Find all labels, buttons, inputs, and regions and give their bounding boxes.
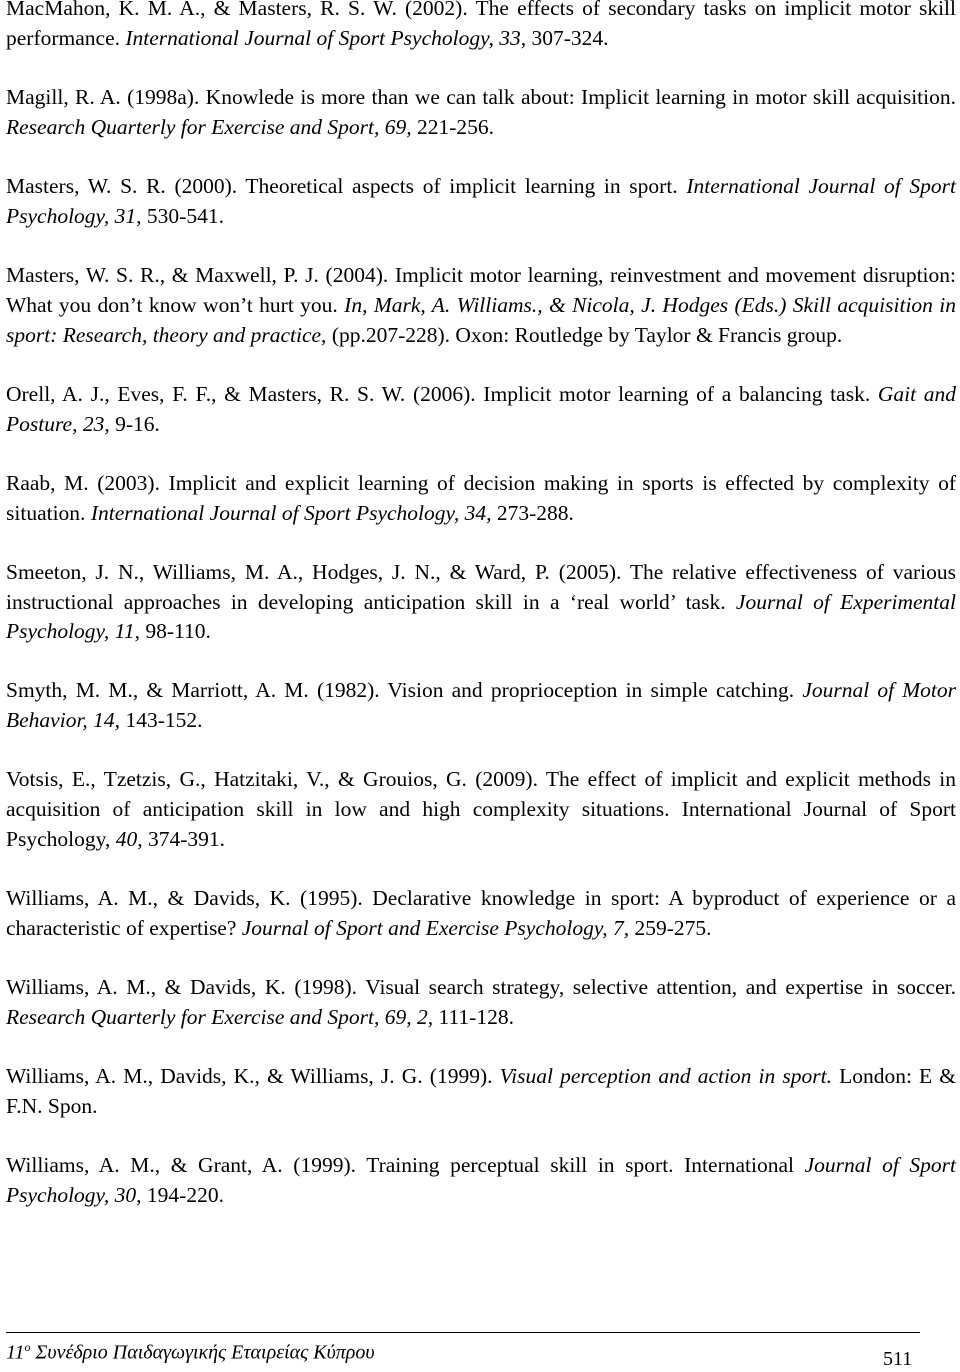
reference-entry — [6, 380, 956, 440]
reference-text: Smeeton, J. N., Williams, M. A., Hodges, J. N., & Ward, P. (2005). The relative effectiveness of various instructional approaches in developing anticipation skill in a ‘real world’ task. — [6, 559, 956, 614]
footer-divider — [6, 1332, 920, 1333]
reference-source: In, Mark, A. Williams., & Nicola, J. Hodges (Eds.) Skill acquisition in sport: Research, theory and practice, — [6, 292, 957, 347]
footer-conference-title — [6, 1340, 375, 1365]
reference-entry — [6, 558, 956, 647]
reference-source: International Journal of Sport Psychology, 34, — [90, 500, 492, 525]
reference-text: 221-256. — [411, 114, 495, 139]
reference-text: 194-220. — [141, 1183, 224, 1207]
reference-entry — [6, 83, 956, 143]
conference-superscript: ο — [24, 1340, 31, 1354]
reference-text: MacMahon, K. M. A., & Masters, R. S. W. (2002). The effects of secondary tasks on implicit motor skill performance. — [6, 0, 956, 50]
conference-name: Συνέδριο Παιδαγωγικής Εταιρείας Κύπρου — [35, 1341, 375, 1364]
reference-entry — [6, 765, 956, 854]
reference-text: Williams, A. M., & Grant, A. (1999). Training perceptual skill in sport. International — [6, 1153, 805, 1178]
reference-text: Williams, A. M., & Davids, K. (1995). Declarative knowledge in sport: A byproduct of experience or a characteristic of expertise? — [6, 886, 956, 941]
reference-text: London: E & F.N. Spon. — [6, 1064, 957, 1119]
reference-text: 307-324. — [526, 25, 609, 50]
reference-text: (pp.207-228). Oxon: Routledge by Taylor & Francis group. — [326, 322, 843, 347]
page-number: 511 — [883, 1348, 913, 1370]
reference-text: 143-152. — [120, 708, 203, 733]
reference-entry — [6, 676, 956, 736]
reference-source: Visual perception and action in sport. — [499, 1064, 832, 1089]
reference-text: Williams, A. M., & Davids, K. (1998). Visual search strategy, selective attention, and expertise in soccer. — [6, 975, 956, 1000]
reference-source: Gait and Posture, 23, — [6, 381, 956, 436]
reference-source: Journal of Sport and Exercise Psychology, 7, — [241, 916, 630, 941]
reference-entry — [6, 0, 956, 54]
conference-number: 11 — [6, 1341, 25, 1364]
reference-entry — [6, 884, 956, 944]
reference-text: 530-541. — [141, 203, 224, 228]
reference-text: Smyth, M. M., & Marriott, A. M. (1982). Vision and proprioception in simple catching. — [6, 678, 803, 703]
reference-source: Journal of Sport Psychology, 30, — [6, 1153, 956, 1207]
reference-text: 9-16. — [109, 411, 160, 436]
reference-source: Research Quarterly for Exercise and Sport, 69, — [6, 114, 412, 139]
reference-text: Magill, R. A. (1998a). Knowlede is more than we can talk about: Implicit learning in motor skill acquisition. — [6, 84, 956, 109]
reference-text: 259-275. — [629, 916, 712, 941]
reference-entry — [6, 973, 956, 1033]
reference-text: Williams, A. M., Davids, K., & Williams, J. G. (1999). — [6, 1064, 500, 1089]
reference-entry — [6, 1062, 956, 1122]
reference-source: International Journal of Sport Psychology, 33, — [125, 25, 527, 50]
reference-text: Orell, A. J., Eves, F. F., & Masters, R. S. W. (2006). Implicit motor learning of a balancing task. — [6, 381, 878, 406]
reference-source: Journal of Motor Behavior, 14, — [6, 678, 956, 733]
reference-text: 111-128. — [433, 1005, 514, 1030]
reference-text: Masters, W. S. R. (2000). Theoretical aspects of implicit learning in sport. — [6, 173, 687, 198]
reference-entry — [6, 172, 956, 232]
reference-text: Masters, W. S. R., & Maxwell, P. J. (2004). Implicit motor learning, reinvestment and movement disruption: What you don’t know won’t hurt you. — [6, 262, 956, 317]
reference-text: 98-110. — [139, 619, 211, 644]
reference-list — [6, 0, 956, 1211]
reference-source: International Journal of Sport Psychology, 31, — [6, 173, 956, 228]
reference-source: Journal of Experimental Psychology, 11, — [6, 589, 957, 644]
reference-entry — [6, 469, 956, 529]
reference-source: 40, — [115, 827, 143, 852]
reference-text: 273-288. — [491, 500, 574, 525]
reference-text: Raab, M. (2003). Implicit and explicit learning of decision making in sports is effected by complexity of situation. — [6, 470, 956, 525]
reference-text: 374-391. — [142, 827, 225, 852]
reference-entry — [6, 261, 956, 350]
reference-source: Research Quarterly for Exercise and Sport, 69, 2, — [6, 1005, 434, 1030]
reference-entry — [6, 1151, 956, 1211]
reference-text: Votsis, E., Tzetzis, G., Hatzitaki, V., & Grouios, G. (2009). The effect of implicit and explicit methods in acquisition of anticipation skill in low and high complexity situations. International Journal of Sport Psychology, — [6, 767, 956, 852]
